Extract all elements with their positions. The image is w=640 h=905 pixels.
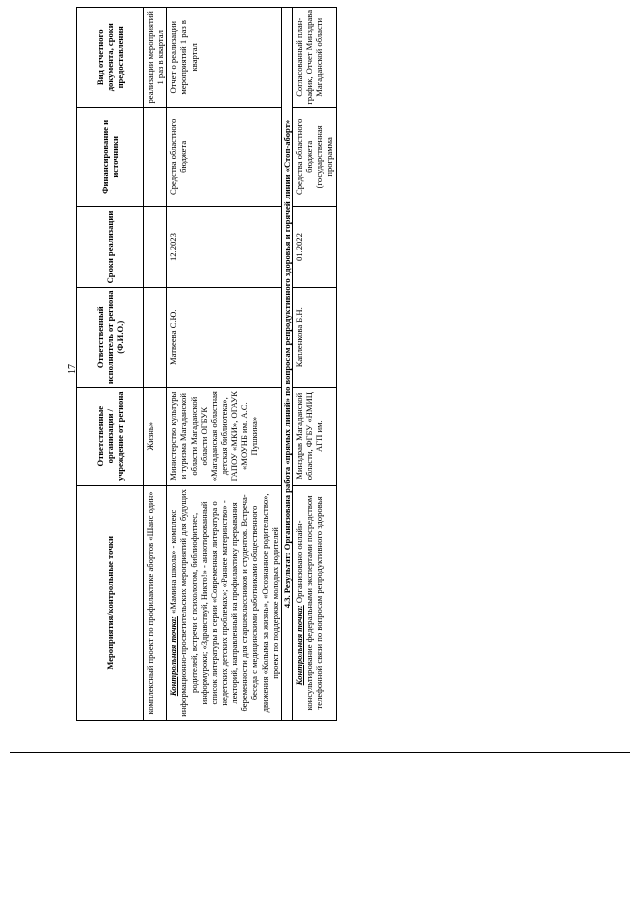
page-divider-line [10, 752, 630, 753]
table-row [144, 8, 167, 721]
header-report-document: Вид отчетного документа, сроки предоставления [77, 8, 144, 108]
table-header-row [77, 8, 144, 721]
section-row [281, 8, 292, 721]
control-point-label: Контрольная точка: [168, 616, 179, 697]
cell-organization: Министерство культуры и туризма Магаданской области Магаданской области ОГБУК «Магаданская областная детская библиотека», ГАПОУ «МКИ», ОГАУК «МОУНБ им. А.С. Пушкина» [167, 387, 282, 485]
header-responsible-executor: Ответственный исполнитель от региона (Ф.И.О.) [77, 288, 144, 388]
control-point-text: Организовано онлайн-консультирование федеральными экспертами посредством телефонной связи по вопросам репродуктивного здоровья [293, 495, 325, 711]
cell-deadline: 12.2023 [167, 207, 282, 288]
header-measures: Мероприятия/контрольные точки [77, 485, 144, 720]
cell-financing [144, 107, 167, 207]
cell-organization: Жизнь» [144, 387, 167, 485]
measures-table [76, 7, 337, 721]
cell-financing: Средства областного бюджета (государственная программа [292, 107, 336, 207]
cell-report: реализации мероприятий 1 раз в квартал [144, 8, 167, 108]
cell-measure [292, 485, 336, 720]
cell-organization: Минздрав Магаданской области, ФГБУ «НМИЦ АГП им. [292, 387, 336, 485]
cell-deadline [144, 207, 167, 288]
cell-executor [144, 288, 167, 388]
cell-financing: Средства областного бюджета [167, 107, 282, 207]
table-row [167, 8, 282, 721]
table-row [292, 8, 336, 721]
page-number: 17 [67, 364, 78, 374]
control-point-text: «Мамина школа» - комплекс информационно-просветительских мероприятий для будущих родителей, встречи с психологом, библиофитнес, информуроки; «Здравствуй, Никто!» - аннотированный список литературы в серии «Современная литература о недетских детских проблемах»; «Раннее материнство» - лекторий, направленный на профилактику прерывания беременности для старшеклассников и студентов. Встреча-беседа с медицинскими работниками общественного движения «Колыма за жизнь», «Осознанное родительство», проект по поддержке молодых родителей [168, 489, 280, 717]
rotated-page-content [64, 7, 584, 721]
control-point-label: Контрольная точка: [293, 605, 304, 686]
cell-executor: Капленкова Б.Н. [292, 288, 336, 388]
cell-report: Отчет о реализации мероприятий 1 раз в квартал [167, 8, 282, 108]
cell-report: Согласованный план-график, Отчет Минздрава Магаданской области [292, 8, 336, 108]
header-deadlines: Сроки реализации [77, 207, 144, 288]
section-heading: 4.3. Результат: Организована работа «прямых линий» по вопросам репродуктивного здоровья и горячей линии «Стоп-аборт» [281, 8, 292, 721]
header-financing: Финансирование и источники [77, 107, 144, 207]
cell-measure [167, 485, 282, 720]
cell-deadline: 01.2022 [292, 207, 336, 288]
header-responsible-organizations: Ответственные организации / учреждение от региона [77, 387, 144, 485]
cell-executor: Матвеева С.Ю. [167, 288, 282, 388]
cell-measure: комплексный проект по профилактике абортов «Шанс один» [144, 485, 167, 720]
